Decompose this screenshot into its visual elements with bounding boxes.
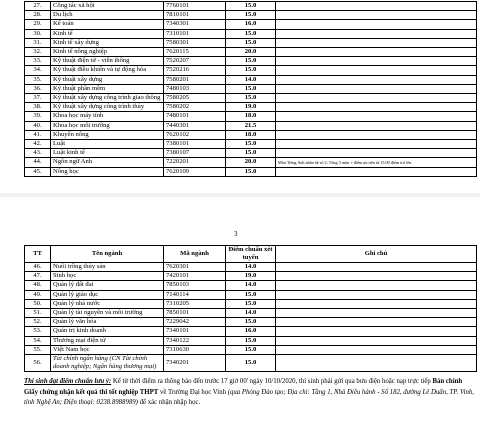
- cell-tt: 54.: [25, 336, 51, 345]
- cell-code: 7380101: [164, 140, 226, 149]
- cell-tt: 29.: [25, 20, 51, 29]
- table-row: [25, 345, 477, 354]
- cell-tt: 48.: [25, 281, 51, 290]
- cell-score: 14.0: [226, 263, 276, 272]
- cell-score: 18.0: [226, 130, 276, 139]
- table-row: [25, 272, 477, 281]
- cell-note: [276, 103, 477, 112]
- table-row: [25, 75, 477, 84]
- cell-name: Kỹ thuật xây dựng công trình giao thông: [51, 94, 164, 103]
- cell-tt: 43.: [25, 149, 51, 158]
- cell-name: Quản lý văn hóa: [51, 318, 164, 327]
- table-row: [25, 94, 477, 103]
- cell-tt: 27.: [25, 2, 51, 11]
- cell-score: 15.0: [226, 94, 276, 103]
- cell-code: 7620102: [164, 130, 226, 139]
- cell-tt: 38.: [25, 103, 51, 112]
- cell-score: 15.0: [226, 66, 276, 75]
- cell-note: [276, 309, 477, 318]
- cell-note: [276, 57, 477, 66]
- cell-name: Quản lý giáo dục: [51, 290, 164, 299]
- cell-tt: 33.: [25, 57, 51, 66]
- cell-note: [276, 149, 477, 158]
- cell-code: 7620109: [164, 167, 226, 176]
- cell-tt: 36.: [25, 84, 51, 93]
- cell-name: Khuyến nông: [51, 130, 164, 139]
- table-row: [25, 309, 477, 318]
- cell-score: 18.0: [226, 112, 276, 121]
- cell-score: 15.0: [226, 149, 276, 158]
- cell-code: 7420101: [164, 272, 226, 281]
- cell-code: 7340101: [164, 327, 226, 336]
- cell-note: [276, 48, 477, 57]
- cell-code: 7580201: [164, 75, 226, 84]
- cell-code: 7480101: [164, 112, 226, 121]
- table-row: [25, 130, 477, 139]
- cell-note: [276, 345, 477, 354]
- cell-score: 15.0: [226, 336, 276, 345]
- table-row: [25, 149, 477, 158]
- table-row: [25, 11, 477, 20]
- cell-score: 15.0: [226, 345, 276, 354]
- cell-note: [276, 327, 477, 336]
- cell-tt: 47.: [25, 272, 51, 281]
- cell-score: 16.0: [226, 327, 276, 336]
- cell-tt: 41.: [25, 130, 51, 139]
- cell-score: 15.0: [226, 355, 276, 372]
- cell-name: Kỹ thuật phần mềm: [51, 84, 164, 93]
- table-row: [25, 355, 477, 372]
- cell-name: Kinh tế nông nghiệp: [51, 48, 164, 57]
- table-row: [25, 57, 477, 66]
- cell-tt: 55.: [25, 345, 51, 354]
- cell-note: [276, 66, 477, 75]
- cell-code: 7310205: [164, 299, 226, 308]
- cell-code: 7620301: [164, 263, 226, 272]
- cell-score: 15.0: [226, 167, 276, 176]
- cell-name: Nông học: [51, 167, 164, 176]
- table-row: [25, 112, 477, 121]
- table-row: [25, 20, 477, 29]
- cell-score: 15.0: [226, 57, 276, 66]
- cell-name: Quản lý tài nguyên và môi trường: [51, 309, 164, 318]
- cell-code: 7340201: [164, 355, 226, 372]
- cell-note: [276, 318, 477, 327]
- cutoff-table-top: [24, 1, 477, 177]
- cell-score: 15.0: [226, 84, 276, 93]
- cell-score: 19.0: [226, 103, 276, 112]
- cell-name: Ngôn ngữ Anh: [51, 158, 164, 167]
- cell-score: 15.0: [226, 299, 276, 308]
- table-row: [25, 327, 477, 336]
- cell-score: 14.0: [226, 281, 276, 290]
- cell-code: 7810101: [164, 11, 226, 20]
- cell-score: 15.0: [226, 318, 276, 327]
- cell-note: [276, 130, 477, 139]
- cell-note: [276, 20, 477, 29]
- header-score: Điểm chuẩn xét tuyển: [226, 246, 276, 263]
- cell-code: 7850101: [164, 309, 226, 318]
- cell-code: 7580301: [164, 38, 226, 47]
- cell-code: 7580205: [164, 94, 226, 103]
- table-row: [25, 318, 477, 327]
- table-row: [25, 29, 477, 38]
- cell-score: 15.0: [226, 140, 276, 149]
- cell-name: Quản lý đất đai: [51, 281, 164, 290]
- notice-text-2: về Trường Đại học Vinh: [158, 388, 228, 396]
- cell-code: 7520207: [164, 57, 226, 66]
- cell-score: 16.0: [226, 20, 276, 29]
- cell-score: 20.0: [226, 158, 276, 167]
- cell-name: Quản trị kinh doanh: [51, 327, 164, 336]
- cell-note: [276, 11, 477, 20]
- cell-code: 7140114: [164, 290, 226, 299]
- cell-note: [276, 290, 477, 299]
- cell-tt: 31.: [25, 38, 51, 47]
- cell-tt: 39.: [25, 112, 51, 121]
- cell-score: 14.0: [226, 309, 276, 318]
- table-row: [25, 121, 477, 130]
- cell-note: Môn Tiếng Anh nhân hệ số 2; Tổng 3 môn + điểm ưu tiên từ 15.00 điểm trở lên.: [276, 158, 477, 167]
- cell-tt: 40.: [25, 121, 51, 130]
- cell-tt: 52.: [25, 318, 51, 327]
- cell-note: [276, 336, 477, 345]
- cell-score: 19.0: [226, 272, 276, 281]
- cell-name: Kinh tế: [51, 29, 164, 38]
- cell-tt: 45.: [25, 167, 51, 176]
- table-row: [25, 336, 477, 345]
- cell-code: 7480103: [164, 84, 226, 93]
- cell-name: Kinh tế xây dựng: [51, 38, 164, 47]
- cell-tt: 50.: [25, 299, 51, 308]
- cell-name: Kỹ thuật điều khiển và tự động hóa: [51, 66, 164, 75]
- table-row: [25, 290, 477, 299]
- cell-name: Luật kinh tế: [51, 149, 164, 158]
- cell-code: 7440301: [164, 121, 226, 130]
- cell-note: [276, 75, 477, 84]
- cell-name: Khoa học máy tính: [51, 112, 164, 121]
- cell-tt: 42.: [25, 140, 51, 149]
- table-row: [25, 38, 477, 47]
- cell-tt: 30.: [25, 29, 51, 38]
- cell-name: Sinh học: [51, 272, 164, 281]
- cell-note: [276, 355, 477, 372]
- cell-name: Du lịch: [51, 11, 164, 20]
- cell-score: 20.0: [226, 48, 276, 57]
- cell-note: [276, 281, 477, 290]
- cell-score: 15.0: [226, 290, 276, 299]
- cell-note: [276, 29, 477, 38]
- header-tt: TT: [25, 246, 51, 263]
- cell-score: 21.5: [226, 121, 276, 130]
- cell-tt: 44.: [25, 158, 51, 167]
- cell-score: 14.0: [226, 75, 276, 84]
- notice-text-3: để xác nhận nhập học.: [137, 399, 201, 406]
- cell-name: Khoa học môi trường: [51, 121, 164, 130]
- header-note: Ghi chú: [276, 246, 477, 263]
- cell-code: 7229042: [164, 318, 226, 327]
- cell-code: 7850103: [164, 281, 226, 290]
- cell-note: [276, 112, 477, 121]
- cell-code: 7380107: [164, 149, 226, 158]
- table-row: [25, 263, 477, 272]
- cell-tt: 37.: [25, 94, 51, 103]
- cell-note: [276, 38, 477, 47]
- cell-name: Công tác xã hội: [51, 2, 164, 11]
- cell-name: Thương mại điện tử: [51, 336, 164, 345]
- cell-score: 15.0: [226, 29, 276, 38]
- page-break-gap: [0, 197, 480, 217]
- cell-code: 7620115: [164, 48, 226, 57]
- cell-tt: 49.: [25, 290, 51, 299]
- cell-code: 7310630: [164, 345, 226, 354]
- cell-code: 7520216: [164, 66, 226, 75]
- cell-code: 7340301: [164, 20, 226, 29]
- cell-note: [276, 167, 477, 176]
- notice-address: (qua Phòng Đào tạo; Địa chỉ: Tầng 1, Nhà Điều hành - Số 182, đường Lê Duẩn, TP. Vinh, tỉnh Nghệ An; Điện thoại: 0238.8988989): [24, 388, 474, 406]
- page-number: 3: [234, 230, 238, 238]
- cell-score: 15.0: [226, 38, 276, 47]
- table-row: [25, 2, 477, 11]
- table-row: [25, 140, 477, 149]
- cell-code: 7310101: [164, 29, 226, 38]
- cell-note: [276, 263, 477, 272]
- cell-score: 15.0: [226, 11, 276, 20]
- table-row: [25, 103, 477, 112]
- cell-tt: 28.: [25, 11, 51, 20]
- cell-tt: 46.: [25, 263, 51, 272]
- table-row: [25, 84, 477, 93]
- cell-name: Kế toán: [51, 20, 164, 29]
- cell-code: 7580202: [164, 103, 226, 112]
- cell-name: Việt Nam học: [51, 345, 164, 354]
- cell-note: [276, 140, 477, 149]
- notice-text-1: Kể từ thời điểm ra thông báo đến trước 17 giờ 00' ngày 10/10/2020, thí sinh phải gửi qua bưu điện hoặc nạp trực tiếp: [111, 378, 433, 385]
- cell-tt: 53.: [25, 327, 51, 336]
- cell-tt: 32.: [25, 48, 51, 57]
- table-header-row: [25, 246, 477, 263]
- cell-note: [276, 299, 477, 308]
- cell-name: Tài chính ngân hàng (CN Tài chính doanh nghiệp; Ngân hàng thương mại): [51, 355, 164, 372]
- table-row: [25, 158, 477, 167]
- cell-code: 7220201: [164, 158, 226, 167]
- cell-name: Luật: [51, 140, 164, 149]
- cell-name: Quản lý nhà nước: [51, 299, 164, 308]
- table-row: [25, 299, 477, 308]
- header-name: Tên ngành: [51, 246, 164, 263]
- cell-note: [276, 84, 477, 93]
- cell-tt: 35.: [25, 75, 51, 84]
- table-row: [25, 281, 477, 290]
- cell-name: Kỹ thuật điện tử - viễn thông: [51, 57, 164, 66]
- cell-name: Kỹ thuật xây dựng: [51, 75, 164, 84]
- notice-lead: Thí sinh đạt điểm chuẩn lưu ý:: [24, 378, 112, 385]
- cell-code: 7340122: [164, 336, 226, 345]
- table-row: [25, 48, 477, 57]
- cell-note: [276, 121, 477, 130]
- cell-code: 7760101: [164, 2, 226, 11]
- cell-tt: 34.: [25, 66, 51, 75]
- table-row: [25, 167, 477, 176]
- table-row: [25, 66, 477, 75]
- cell-note: [276, 2, 477, 11]
- header-code: Mã ngành: [164, 246, 226, 263]
- cell-note: [276, 272, 477, 281]
- notice-bold-1: Bản chính Giấy chứng nhận kết quả thi tốt nghiệp THPT: [24, 378, 463, 396]
- cell-name: Kỹ thuật xây dựng công trình thủy: [51, 103, 164, 112]
- cell-note: [276, 94, 477, 103]
- cell-name: Nuôi trồng thủy sản: [51, 263, 164, 272]
- cell-score: 15.0: [226, 2, 276, 11]
- footer-notice: [24, 377, 476, 409]
- cutoff-table-bottom: [24, 245, 477, 372]
- cell-tt: 56.: [25, 355, 51, 372]
- cell-tt: 51.: [25, 309, 51, 318]
